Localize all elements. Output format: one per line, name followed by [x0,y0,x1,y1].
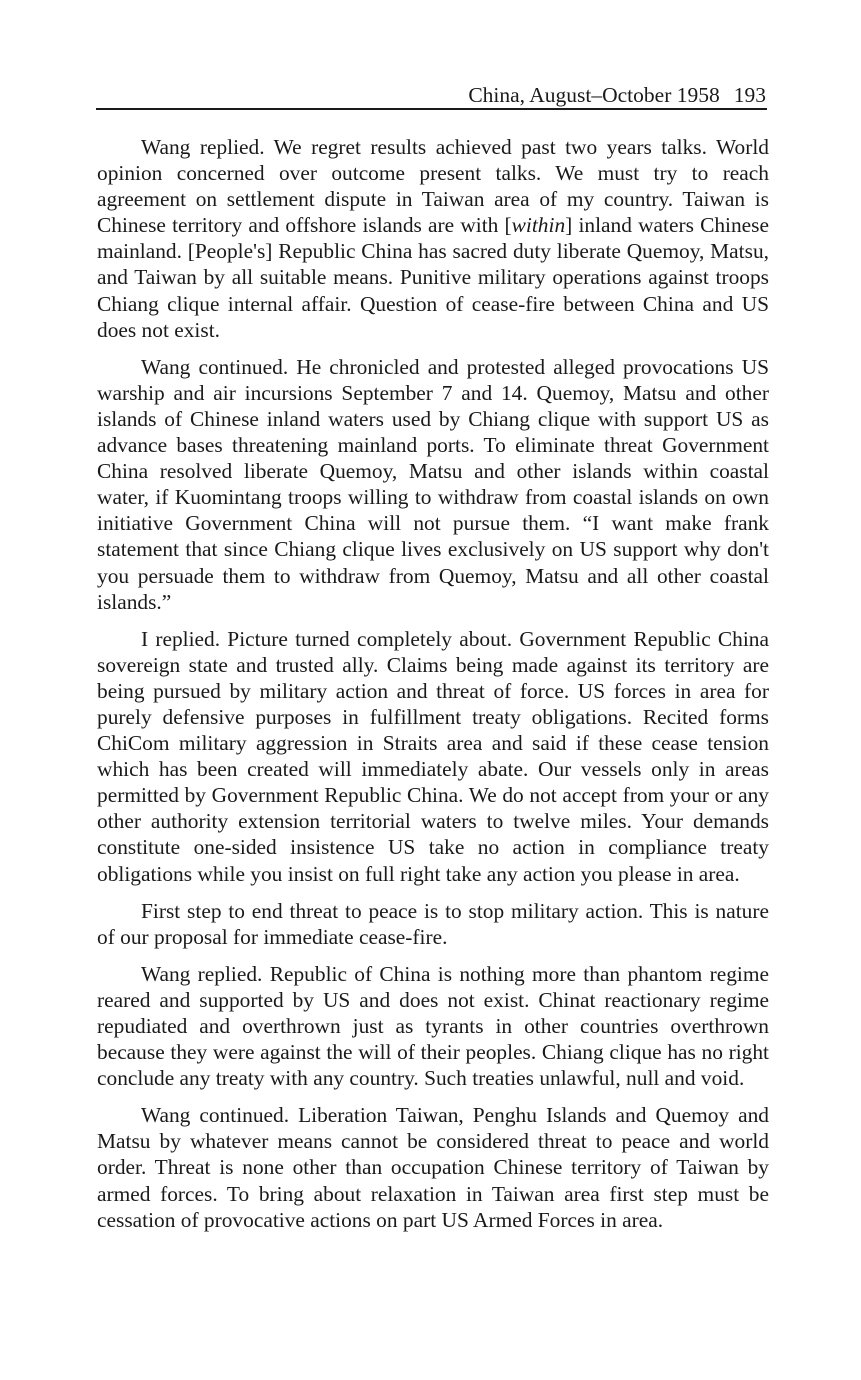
header-rule [96,108,767,110]
paragraph-wang-reply-1 [97,134,769,343]
paragraph-i-replied: I replied. Picture turned completely about. Government Republic China sovereign state and trusted ally. Claims being made against its territory are being pursued by military action and threat of force. US forces in area for purely defensive purposes in fulfillment treaty obligations. Recited forms ChiCom military aggression in Straits area and said if these cease tension which has been created will immediately abate. Our vessels only in areas permitted by Government Republic China. We do not accept from your or any other authority extension territorial waters to twelve miles. Your demands constitute one-sided insistence US take no action in compliance treaty obligations while you insist on full right take any action you please in area. [97,626,769,886]
body-text [97,134,769,1244]
page-number: 193 [733,83,766,107]
paragraph-text: ] inland waters Chinese mainland. [People's] Republic China has sacred duty liberate Quemoy, Matsu, and Taiwan by all suitable means. Punitive military operations against troops Chiang clique internal affair. Question of cease-fire between China and US does not exist. [97,213,769,342]
running-header [96,80,766,110]
paragraph-wang-continued-1: Wang continued. He chronicled and protested alleged provocations US warship and air incursions September 7 and 14. Quemoy, Matsu and other islands of Chinese inland waters used by Chiang clique with support US as advance bases threatening mainland ports. To eliminate threat Government China resolved liberate Quemoy, Matsu and other islands within coastal water, if Kuomintang troops willing to withdraw from coastal islands on own initiative Government China will not pursue them. “I want make frank statement that since Chiang clique lives exclusively on US support why don't you persuade them to withdraw from Quemoy, Matsu and all other coastal islands.” [97,354,769,614]
editorial-insertion: within [511,213,566,238]
paragraph-wang-continued-2: Wang continued. Liberation Taiwan, Penghu Islands and Quemoy and Matsu by whatever means cannot be considered threat to peace and world order. Threat is none other than occupation Chinese territory of Taiwan by armed forces. To bring about relaxation in Taiwan area first step must be cessation of provocative actions on part US Armed Forces in area. [97,1103,769,1232]
running-title: China, August–October 1958 [468,83,720,107]
paragraph-text: Wang replied. We regret results achieved past two years talks. World opinion concerned over outcome present talks. We must try to reach agreement on settlement dispute in Taiwan area of my country. Taiwan is Chinese territory and offshore islands are with [ [97,135,769,238]
paragraph-first-step: First step to end threat to peace is to stop military action. This is nature of our proposal for immediate cease-fire. [97,898,769,949]
paragraph-wang-reply-2: Wang replied. Republic of China is nothing more than phantom regime reared and supported by US and does not exist. Chinat reactionary regime repudiated and overthrown just as tyrants in other countries overthrown because they were against the will of their peoples. Chiang clique has no right conclude any treaty with any country. Such treaties unlawful, null and void. [97,961,769,1091]
